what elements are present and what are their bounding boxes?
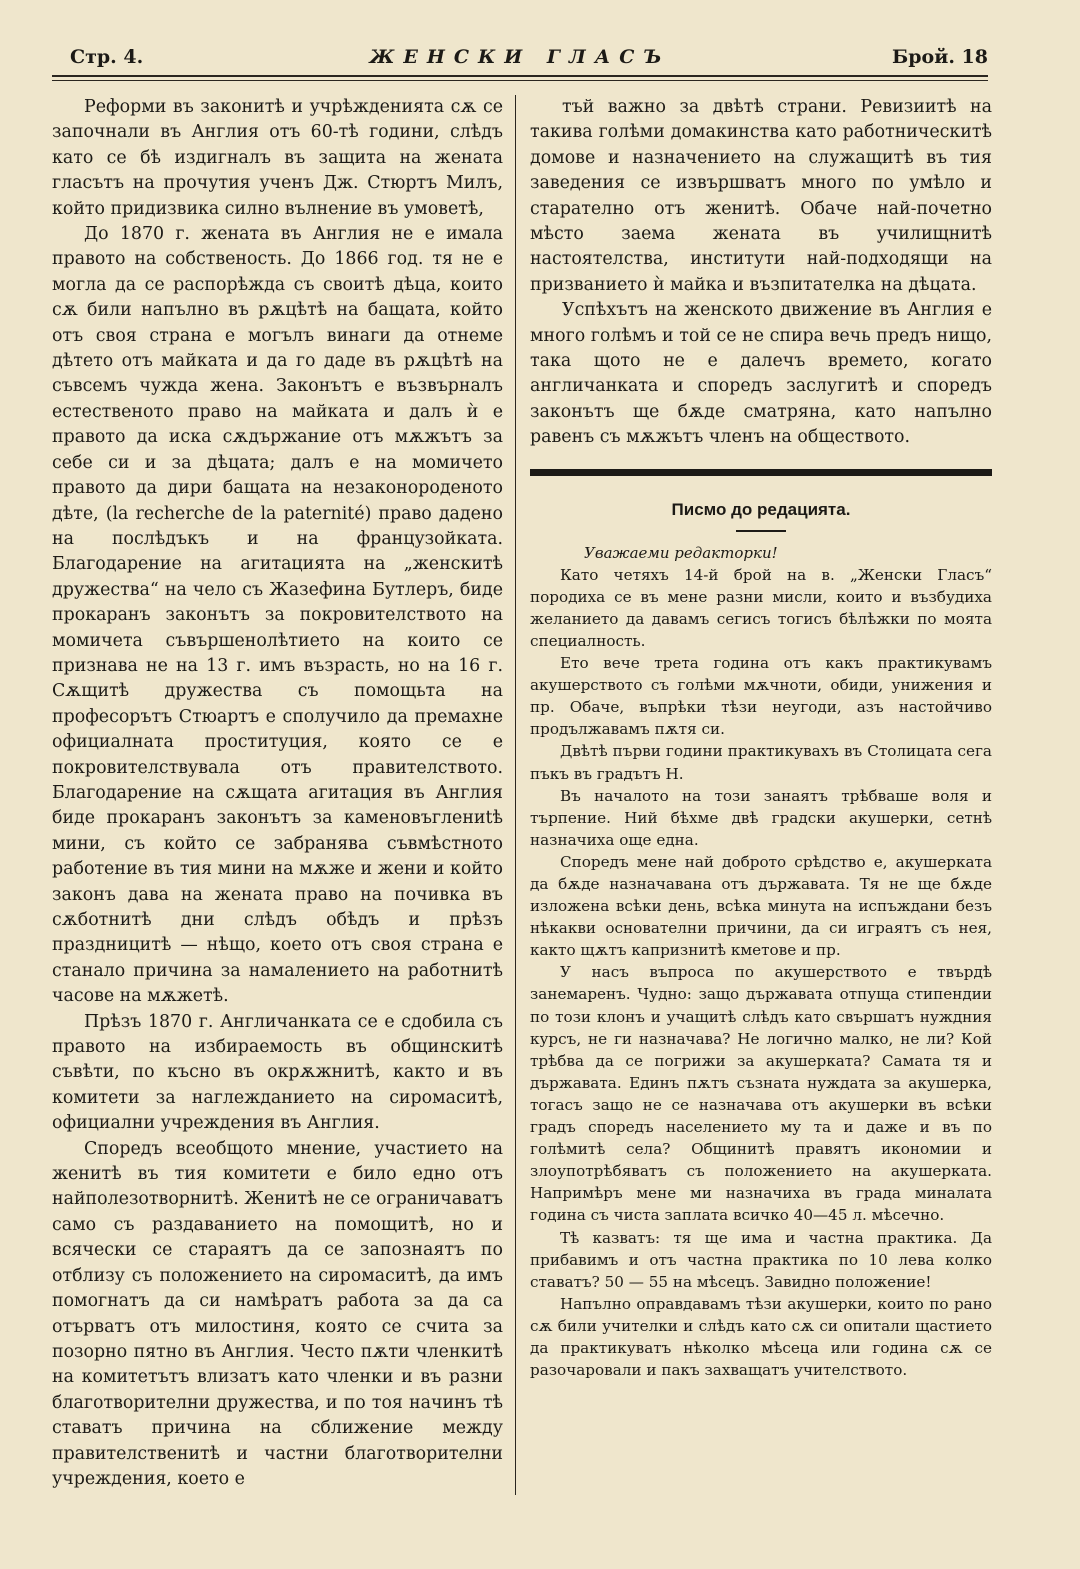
- section-separator: [530, 469, 992, 476]
- letter-paragraph-4: Въ началото на този занаятъ трѣбваше воля и търпение. Ний бѣхме двѣ градски акушерки, сетнѣ назначиха още една.: [530, 786, 992, 849]
- issue-number: Брой. 18: [892, 46, 988, 68]
- masthead: [52, 40, 988, 74]
- letter-paragraph-1: Като четяхъ 14-й брой на в. „Женски Гласъ“ породиха се въ мене разни мисли, които и възбудиха желанието да давамъ сегисъ тогисъ бѣлѣжки по моята специалность.: [530, 565, 992, 650]
- left-paragraph-3: Прѣзъ 1870 г. Англичанката се е сдобила съ правото на избираемость въ общинскитѣ съвѣти, по късно въ окрѫжнитѣ, както и въ комитети за наглежданието на сиромаситѣ, официални учреждения въ Англия.: [52, 1011, 503, 1134]
- column-divider: [515, 95, 516, 1495]
- letter-paragraph-8: Напълно оправдавамъ тѣзи акушерки, които по рано сѫ били учителки и слѣдъ като сѫ си опитали щастието да практикуватъ нѣколко мѣсеца или година сѫ се разочаровали и пакъ захващатъ учителството.: [530, 1294, 992, 1380]
- letter-paragraph-5: Споредъ мене най доброто срѣдство е, акушерката да бѫде назначавана отъ държавата. Тя не ще бѫде изложена всѣки день, всѣка минута на испъждани безъ нѣкакви основателни причини, да си играятъ съ нея, както щѫтъ капризнитѣ кметове и пр.: [530, 852, 992, 960]
- right-column: [530, 95, 992, 1381]
- article-continuation: [530, 95, 992, 451]
- right-paragraph-2: Успѣхътъ на женското движение въ Англия е много голѣмъ и той се не спира вечь предъ нищо, така щото не е далечъ времето, когато англичанката и споредъ заслугитѣ и споредъ законътъ ще бѫде сматряна, като напълно равенъ съ мѫжътъ членъ на обществото.: [530, 300, 992, 448]
- letter-paragraph-2: Ето вече трета година отъ какъ практикувамъ акушерството съ голѣми мѫчноти, обиди, унижения и пр. Обаче, въпрѣки тѣзи неугоди, азъ настойчиво продължавамъ пѫтя си.: [530, 654, 992, 739]
- letter-paragraph-6: У насъ въпроса по акушерството е твърдѣ занемаренъ. Чудно: защо държавата отпуща стипендии по този клонъ и учащитѣ слѣдъ като свършатъ нуждния курсъ, не ги назначава? Не логично малко, не ли? Кой трѣбва да се погрижи за акушерката? Самата тя и държавата. Единъ пѫтъ съзната нуждата за акушерка, тогасъ защо не се назначава отъ акушерки въ всѣки градъ споредъ населението му та и даже и въ по голѣмитѣ села? Общинитѣ правятъ икономии и злоупотрѣбяватъ съ положението на акушерката. Напримѣръ мене ми назначиха въ града миналата година съ чиста заплата всичко 40—45 л. мѣсечно.: [530, 963, 992, 1225]
- letter-body: [530, 564, 992, 1381]
- right-paragraph-1: тъй важно за двѣтѣ страни. Ревизиитѣ на такива голѣми домакинства като работническитѣ домове и назначението на служащитѣ въ тия заведения се извършватъ много по умѣло и старателно отъ женитѣ. Обаче най-почетно мѣсто заема жената въ училищнитѣ настоятелства, институти най-подходящи на призванието ѝ майка и възпитателка на дѣцата.: [530, 97, 992, 295]
- header-rule-thin: [52, 80, 988, 81]
- left-paragraph-4: Споредъ всеобщото мнение, участието на женитѣ въ тия комитети е било едно отъ найполезотворнитѣ. Женитѣ не се ограничаватъ само съ раздаванието на помощитѣ, но и всячески се стараятъ да се запознаятъ по отблизу съ положението на сиромаситѣ, да имъ помогнатъ да си намѣратъ работа за да са отърватъ отъ милостиня, която се счита за позорно пятно въ Англия. Често пѫти членкитѣ на комитетътъ влизатъ като членки и въ разни благотворителни дружества, и по тоя начинъ тѣ ставатъ причина на сближение между правителственитѣ и частни благотворителни учреждения, което е: [52, 1138, 503, 1489]
- letter-paragraph-3: Двѣтѣ първи години практикувахъ въ Столицата сега пъкъ въ градътъ Н.: [530, 742, 992, 783]
- letter-paragraph-7: Тѣ казватъ: тя ще има и частна практика. Да прибавимъ и отъ частна практика по 10 лева колко ставатъ? 50 — 55 на мѣсецъ. Завидно положение!: [530, 1228, 992, 1291]
- left-paragraph-2: До 1870 г. жената въ Англия не е имала правото на собственость. До 1866 год. тя не е могла да се распорѣжда съ своитѣ дѣца, които сѫ били напълно въ рѫцѣтѣ на бащата, който отъ своя страна е могълъ винаги да отнеме дѣтето отъ майката и да го даде въ рѫцѣтѣ на съвсемъ чужда жена. Законътъ е възвърналъ естественото право на майката и далъ ѝ е правото да иска сѫдържание отъ мѫжътъ за себе си и за дѣцата; далъ е на момичето правото да дири бащата на незаконороденото дѣте, (la recherche de la paternité) право дадено на послѣдъкъ и на французойката. Благодарение на агитацията на „женскитѣ дружества“ на чело съ Жазефина Бутлеръ, биде прокаранъ законътъ за покровителството на момичета съвършенолѣтието на които се признава не на 13 г. имъ възрасть, но на 16 г. Сѫщитѣ дружества съ помощьта на професорътъ Стюартъ е сполучило да премахне официалната проституция, която се е покровителствувала отъ правителството. Благодарение на сѫщата агитация въ Англия биде прокаранъ законътъ за каменовъглениtѣ мини, съ който се забранява съвмѣстното работение въ тия мини на мѫже и жени и който законъ дава на жената право на почивка въ сѫботнитѣ дни слѣдъ обѣдъ и прѣзъ праздницитѣ — нѣщо, което отъ своя страна е станало причина за намалението на работнитѣ часове на мѫжетѣ.: [52, 224, 503, 1007]
- header-rule-thick: [52, 75, 988, 77]
- letter-salutation: Уважаеми редакторки!: [584, 543, 778, 562]
- title-underline: [736, 530, 786, 532]
- left-column: [52, 95, 503, 1492]
- page-number: Стр. 4.: [70, 46, 144, 68]
- letter-title: Писмо до редацията.: [671, 499, 851, 519]
- left-paragraph-1: Реформи въ законитѣ и учрѣжденията сѫ се започнали въ Англия отъ 60-тѣ години, слѣдъ като се бѣ издигналъ въ защита на жената гласътъ на прочутия ученъ Дж. Стюртъ Милъ, който придизвика силно вълнение въ умоветѣ,: [52, 97, 503, 219]
- newspaper-title: ЖЕНСКИ ГЛАСЪ: [369, 46, 671, 68]
